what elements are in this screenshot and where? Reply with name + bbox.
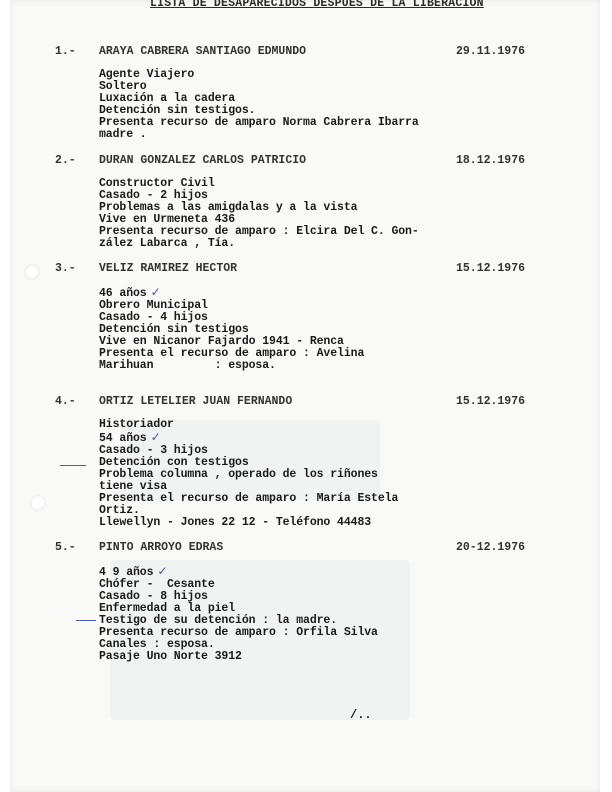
entry-2 xyxy=(55,154,525,250)
entry-number: 1.- xyxy=(55,45,76,58)
detail-line: Luxación a la cadera xyxy=(99,92,236,105)
entry-number: 3.- xyxy=(55,262,76,275)
detail-text: 46 años xyxy=(99,287,147,300)
entry-date: 15.12.1976 xyxy=(455,395,525,408)
detail-line: Vive en Nicanor Fajardo 1941 - Renca xyxy=(99,335,344,348)
detail-line: Soltero xyxy=(99,80,147,93)
detail-line: Ortiz. xyxy=(99,504,140,517)
entry-date: 20-12.1976 xyxy=(455,541,525,554)
entry-number: 4.- xyxy=(55,395,76,408)
checkmark-icon: ✓ xyxy=(150,430,161,444)
detail-line: Chófer - Cesante xyxy=(99,578,215,591)
entry-header xyxy=(55,541,525,555)
detail-line: Presenta recurso de amparo : Orfila Silva xyxy=(99,626,378,639)
detail-line: madre . xyxy=(99,128,147,141)
checkmark-icon: ✓ xyxy=(157,564,168,578)
detail-line: Problemas a las amigdalas y a la vista xyxy=(99,201,358,214)
entry-header xyxy=(55,45,525,59)
entry-4 xyxy=(55,395,525,529)
entry-details xyxy=(99,565,525,663)
detail-line: Casado - 2 hijos xyxy=(99,189,208,202)
detail-line: Casado - 4 hijos xyxy=(99,311,208,324)
entry-date: 29.11.1976 xyxy=(455,45,525,58)
detail-line: Vive en Urmeneta 436 xyxy=(99,213,236,226)
detail-line: Presenta el recurso de amparo : Avelina xyxy=(99,347,365,360)
entry-details xyxy=(99,286,525,372)
detail-line: Llewellyn - Jones 22 12 - Teléfono 44483 xyxy=(99,516,372,529)
entry-name: PINTO ARROYO EDRAS xyxy=(99,541,224,554)
detail-line: zález Labarca , Tía. xyxy=(99,237,236,250)
entry-details xyxy=(99,69,525,141)
detail-line: Constructor Civil xyxy=(99,177,215,190)
detail-line: tiene visa xyxy=(99,480,168,493)
entry-date: 15.12.1976 xyxy=(455,262,525,275)
entry-number: 5.- xyxy=(55,541,76,554)
entry-1 xyxy=(55,45,525,141)
detail-line: Problema columna , operado de los riñones xyxy=(99,468,378,481)
detail-line: Detención sin testigos. xyxy=(99,104,256,117)
entry-details xyxy=(99,419,525,529)
entry-name: DURAN GONZALEZ CARLOS PATRICIO xyxy=(99,154,307,167)
detail-line: Presenta recurso de amparo Norma Cabrera Ibarra xyxy=(99,116,419,129)
checkmark-icon: ✓ xyxy=(150,285,161,299)
detail-text: 54 años xyxy=(99,432,147,445)
entry-name: VELIZ RAMIREZ HECTOR xyxy=(99,262,238,275)
detail-line xyxy=(99,565,525,579)
entry-number: 2.- xyxy=(55,154,76,167)
detail-line: Agente Viajero xyxy=(99,68,195,81)
page-continuation-mark: /.. xyxy=(350,708,372,722)
entry-3 xyxy=(55,262,525,372)
entry-header xyxy=(55,262,525,276)
detail-line xyxy=(99,286,525,300)
detail-line: Presenta recurso de amparo : Elcira Del C. Gon- xyxy=(99,225,419,238)
detail-line: Marihuan : esposa. xyxy=(99,359,276,372)
detail-line: Historiador xyxy=(99,418,174,431)
entry-name: ARAYA CABRERA SANTIAGO EDMUNDO xyxy=(99,45,307,58)
entry-details xyxy=(99,178,525,250)
detail-line: Casado - 8 hijos xyxy=(99,590,208,603)
detail-line: Obrero Municipal xyxy=(99,299,208,312)
entry-header xyxy=(55,154,525,168)
document-page xyxy=(10,0,600,792)
detail-line: Pasaje Uno Norte 3912 xyxy=(99,650,242,663)
entry-header xyxy=(55,395,525,409)
entry-date: 18.12.1976 xyxy=(455,154,525,167)
entry-name: ORTIZ LETELIER JUAN FERNANDO xyxy=(99,395,293,408)
detail-line: Enfermedad a la piel xyxy=(99,602,236,615)
detail-line: Testigo de su detención : la madre. xyxy=(99,614,338,627)
punch-hole xyxy=(30,495,46,511)
detail-line: Casado - 3 hijos xyxy=(99,444,208,457)
detail-line: Detención con testigos xyxy=(99,456,249,469)
entry-5 xyxy=(55,541,525,663)
detail-text: 4 9 años xyxy=(99,566,154,579)
detail-line: Detención sin testigos xyxy=(99,323,249,336)
detail-line: Canales : esposa. xyxy=(99,638,215,651)
pen-dash-mark xyxy=(60,465,86,466)
pen-dash-mark xyxy=(76,620,96,621)
detail-line xyxy=(99,431,525,445)
document-title: LISTA DE DESAPARECIDOS DESPUES DE LA LIBERACION xyxy=(150,0,484,10)
punch-hole xyxy=(24,264,40,280)
detail-line: Presenta el recurso de amparo : María Estela xyxy=(99,492,399,505)
